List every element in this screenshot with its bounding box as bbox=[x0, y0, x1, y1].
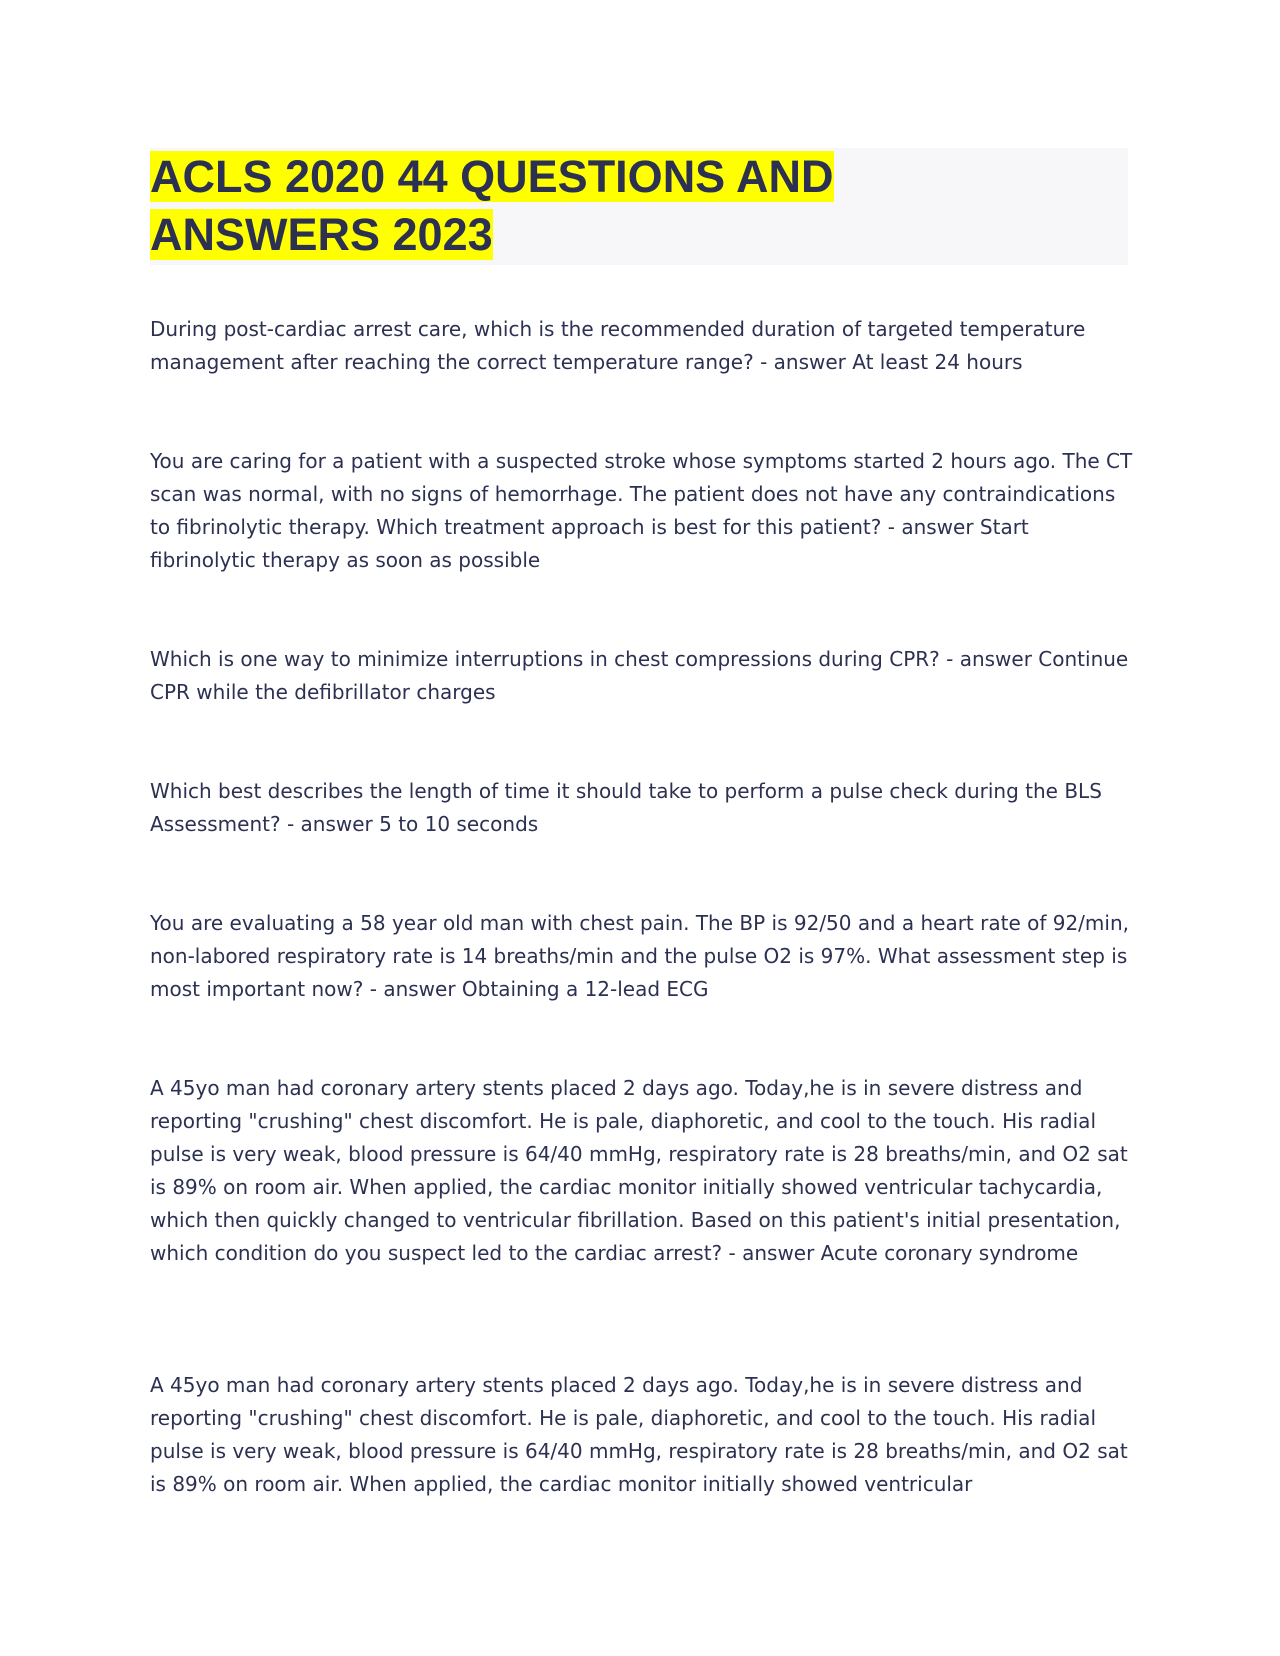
qa-item-7: A 45yo man had coronary artery stents placed 2 days ago. Today,he is in severe distress and reporting "crushing" chest discomfort. He is pale, diaphoretic, and cool to the touch. His radial pulse is very weak, blood pressure is 64/40 mmHg, respiratory rate is 28 breaths/min, and O2 sat is 89% on room air. When applied, the cardiac monitor initially showed ventricular bbox=[150, 1373, 1128, 1496]
qa-item-5: You are evaluating a 58 year old man with chest pain. The BP is 92/50 and a heart rate of 92/min, non-labored respiratory rate is 14 breaths/min and the pulse O2 is 97%. What assessment step is most important now? - answer Obtaining a 12-lead ECG bbox=[150, 911, 1129, 1001]
title-block bbox=[150, 148, 1128, 265]
document-title bbox=[150, 148, 1128, 264]
title-line-2: ANSWERS 2023 bbox=[150, 209, 493, 260]
title-line-1: ACLS 2020 44 QUESTIONS AND bbox=[150, 151, 834, 202]
qa-item-6: A 45yo man had coronary artery stents placed 2 days ago. Today,he is in severe distress and reporting "crushing" chest discomfort. He is pale, diaphoretic, and cool to the touch. His radial pulse is very weak, blood pressure is 64/40 mmHg, respiratory rate is 28 breaths/min, and O2 sat is 89% on room air. When applied, the cardiac monitor initially showed ventricular tachycardia, which then quickly changed to ventricular fibrillation. Based on this patient's initial presentation, which condition do you suspect led to the cardiac arrest? - answer Acute coronary syndrome bbox=[150, 1076, 1128, 1265]
qa-item-2: You are caring for a patient with a suspected stroke whose symptoms started 2 hours ago. The CT scan was normal, with no signs of hemorrhage. The patient does not have any contraindications to fibrinolytic therapy. Which treatment approach is best for this patient? - answer Start fibrinolytic therapy as soon as possible bbox=[150, 449, 1133, 572]
qa-item-4: Which best describes the length of time it should take to perform a pulse check during the BLS Assessment? - answer 5 to 10 seconds bbox=[150, 779, 1102, 836]
qa-item-1: During post-cardiac arrest care, which is the recommended duration of targeted temperature management after reaching the correct temperature range? - answer At least 24 hours bbox=[150, 317, 1086, 374]
qa-item-3: Which is one way to minimize interruptions in chest compressions during CPR? - answer Continue CPR while the defibrillator charges bbox=[150, 647, 1129, 704]
